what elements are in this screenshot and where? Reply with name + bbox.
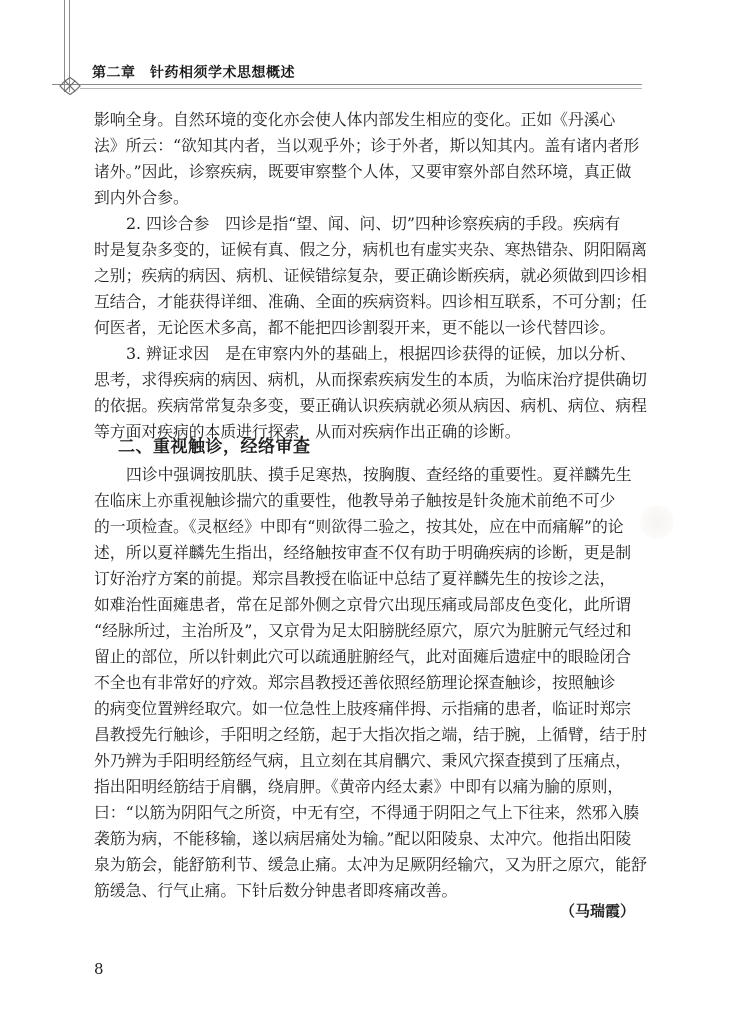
text-line: 法》所云：“欲知其内者，当以观乎外；诊于外者，斯以知其内。盖有诸内者形 xyxy=(94,136,640,155)
page-number: 8 xyxy=(94,960,104,978)
text-line: 泉为筋会，能舒筋利节、缓急止痛。太冲为足厥阴经输穴，又为肝之原穴，能舒 xyxy=(94,855,647,874)
text-line: 在临床上亦重视触诊揣穴的重要性，他教导弟子触按是针灸施术前绝不可少 xyxy=(94,491,616,510)
text-line: 影响全身。自然环境的变化亦会使人体内部发生相应的变化。正如《丹溪心 xyxy=(94,110,616,129)
header-horizontal-rule-thin xyxy=(80,88,642,89)
text-line: 2. 四诊合参 四诊是指“望、闻、问、切”四种诊察疾病的手段。疾病有 xyxy=(126,214,621,233)
text-line: 何医者，无论医术多高，都不能把四诊割裂开来，更不能以一诊代替四诊。 xyxy=(94,318,616,337)
text-line: 等方面对疾病的本质进行探索，从而对疾病作出正确的诊断。 xyxy=(94,422,521,441)
text-line: 时是复杂多变的，证候有真、假之分，病机也有虚实夹杂、寒热错杂、阴阳隔离 xyxy=(94,240,647,259)
text-line: 的依据。疾病常常复杂多变，要正确认识疾病就必须从病因、病机、病位、病程 xyxy=(94,396,647,415)
knot-ornament-icon xyxy=(58,77,82,99)
text-line: 留止的部位，所以针刺此穴可以疏通脏腑经气，此对面瘫后遗症中的眼睑闭合 xyxy=(94,647,632,666)
text-line: 诸外。”因此，诊察疾病，既要审察整个人体，又要审察外部自然环境，真正做 xyxy=(94,162,632,181)
body-text-upper xyxy=(94,107,647,445)
text-line: 外乃辨为手阳明经筋经气病，且立刻在其肩髃穴、秉风穴探查摸到了压痛点， xyxy=(94,751,632,770)
text-line: 筋缓急、行气止痛。下针后数分钟患者即疼痛改善。 xyxy=(94,881,458,900)
text-line: “经脉所过，主治所及”，又京骨为足太阳膀胱经原穴，原穴为脏腑元气经过和 xyxy=(94,621,632,640)
text-line: 如难治性面瘫患者，常在足部外侧之京骨穴出现压痛或局部皮色变化，此所谓 xyxy=(94,595,632,614)
page-edge-smudge xyxy=(640,505,674,539)
text-line: 昌教授先行触诊，手阳明之经筋，起于大指次指之端，结于腕，上循臂，结于肘 xyxy=(94,725,647,744)
text-line: 订好治疗方案的前提。郑宗昌教授在临证中总结了夏祥麟先生的按诊之法， xyxy=(94,569,616,588)
text-line: 到内外合参。 xyxy=(94,188,189,207)
text-line: 的病变位置辨经取穴。如一位急性上肢疼痛伴拇、示指痛的患者，临证时郑宗 xyxy=(94,699,632,718)
text-line: 3. 辨证求因 是在审察内外的基础上，根据四诊获得的证候，加以分析、 xyxy=(126,344,636,363)
header-horizontal-rule xyxy=(52,84,642,85)
text-line: 的一项检查。《灵枢经》中即有“则欲得二验之，按其处，应在中而痛解”的论 xyxy=(94,517,624,536)
text-line: 思考，求得疾病的病因、病机，从而探索疾病发生的本质，为临床治疗提供确切 xyxy=(94,370,647,389)
text-line: 互结合，才能获得详细、准确、全面的疾病资料。四诊相互联系，不可分割；任 xyxy=(94,292,647,311)
section-heading: 二、重视触诊，经络审查 xyxy=(118,437,311,457)
text-line: 四诊中强调按肌肤、摸手足寒热，按胸腹、查经络的重要性。夏祥麟先生 xyxy=(126,465,632,484)
text-line: 述，所以夏祥麟先生指出，经络触按审查不仅有助于明确疾病的诊断，更是制 xyxy=(94,543,632,562)
text-line: 指出阳明经筋结于肩髃，绕肩胛。《黄帝内经太素》中即有以痛为腧的原则， xyxy=(94,777,624,796)
author-attribution: （马瑞霞） xyxy=(560,902,636,920)
chapter-title: 第二章 针药相须学术思想概述 xyxy=(92,65,295,81)
text-line: 不全也有非常好的疗效。郑宗昌教授还善依照经筋理论探查触诊，按照触诊 xyxy=(94,673,616,692)
body-text-lower xyxy=(94,462,647,904)
text-line: 之别；疾病的病因、病机、证候错综复杂，要正确诊断疾病，就必须做到四诊相 xyxy=(94,266,647,285)
text-line: 袭筋为病，不能移输，遂以病居痛处为输。”配以阳陵泉、太冲穴。他指出阳陵 xyxy=(94,829,632,848)
text-line: 曰：“以筋为阴阳气之所资，中无有空，不得通于阴阳之气上下往来，然邪入腠 xyxy=(94,803,640,822)
